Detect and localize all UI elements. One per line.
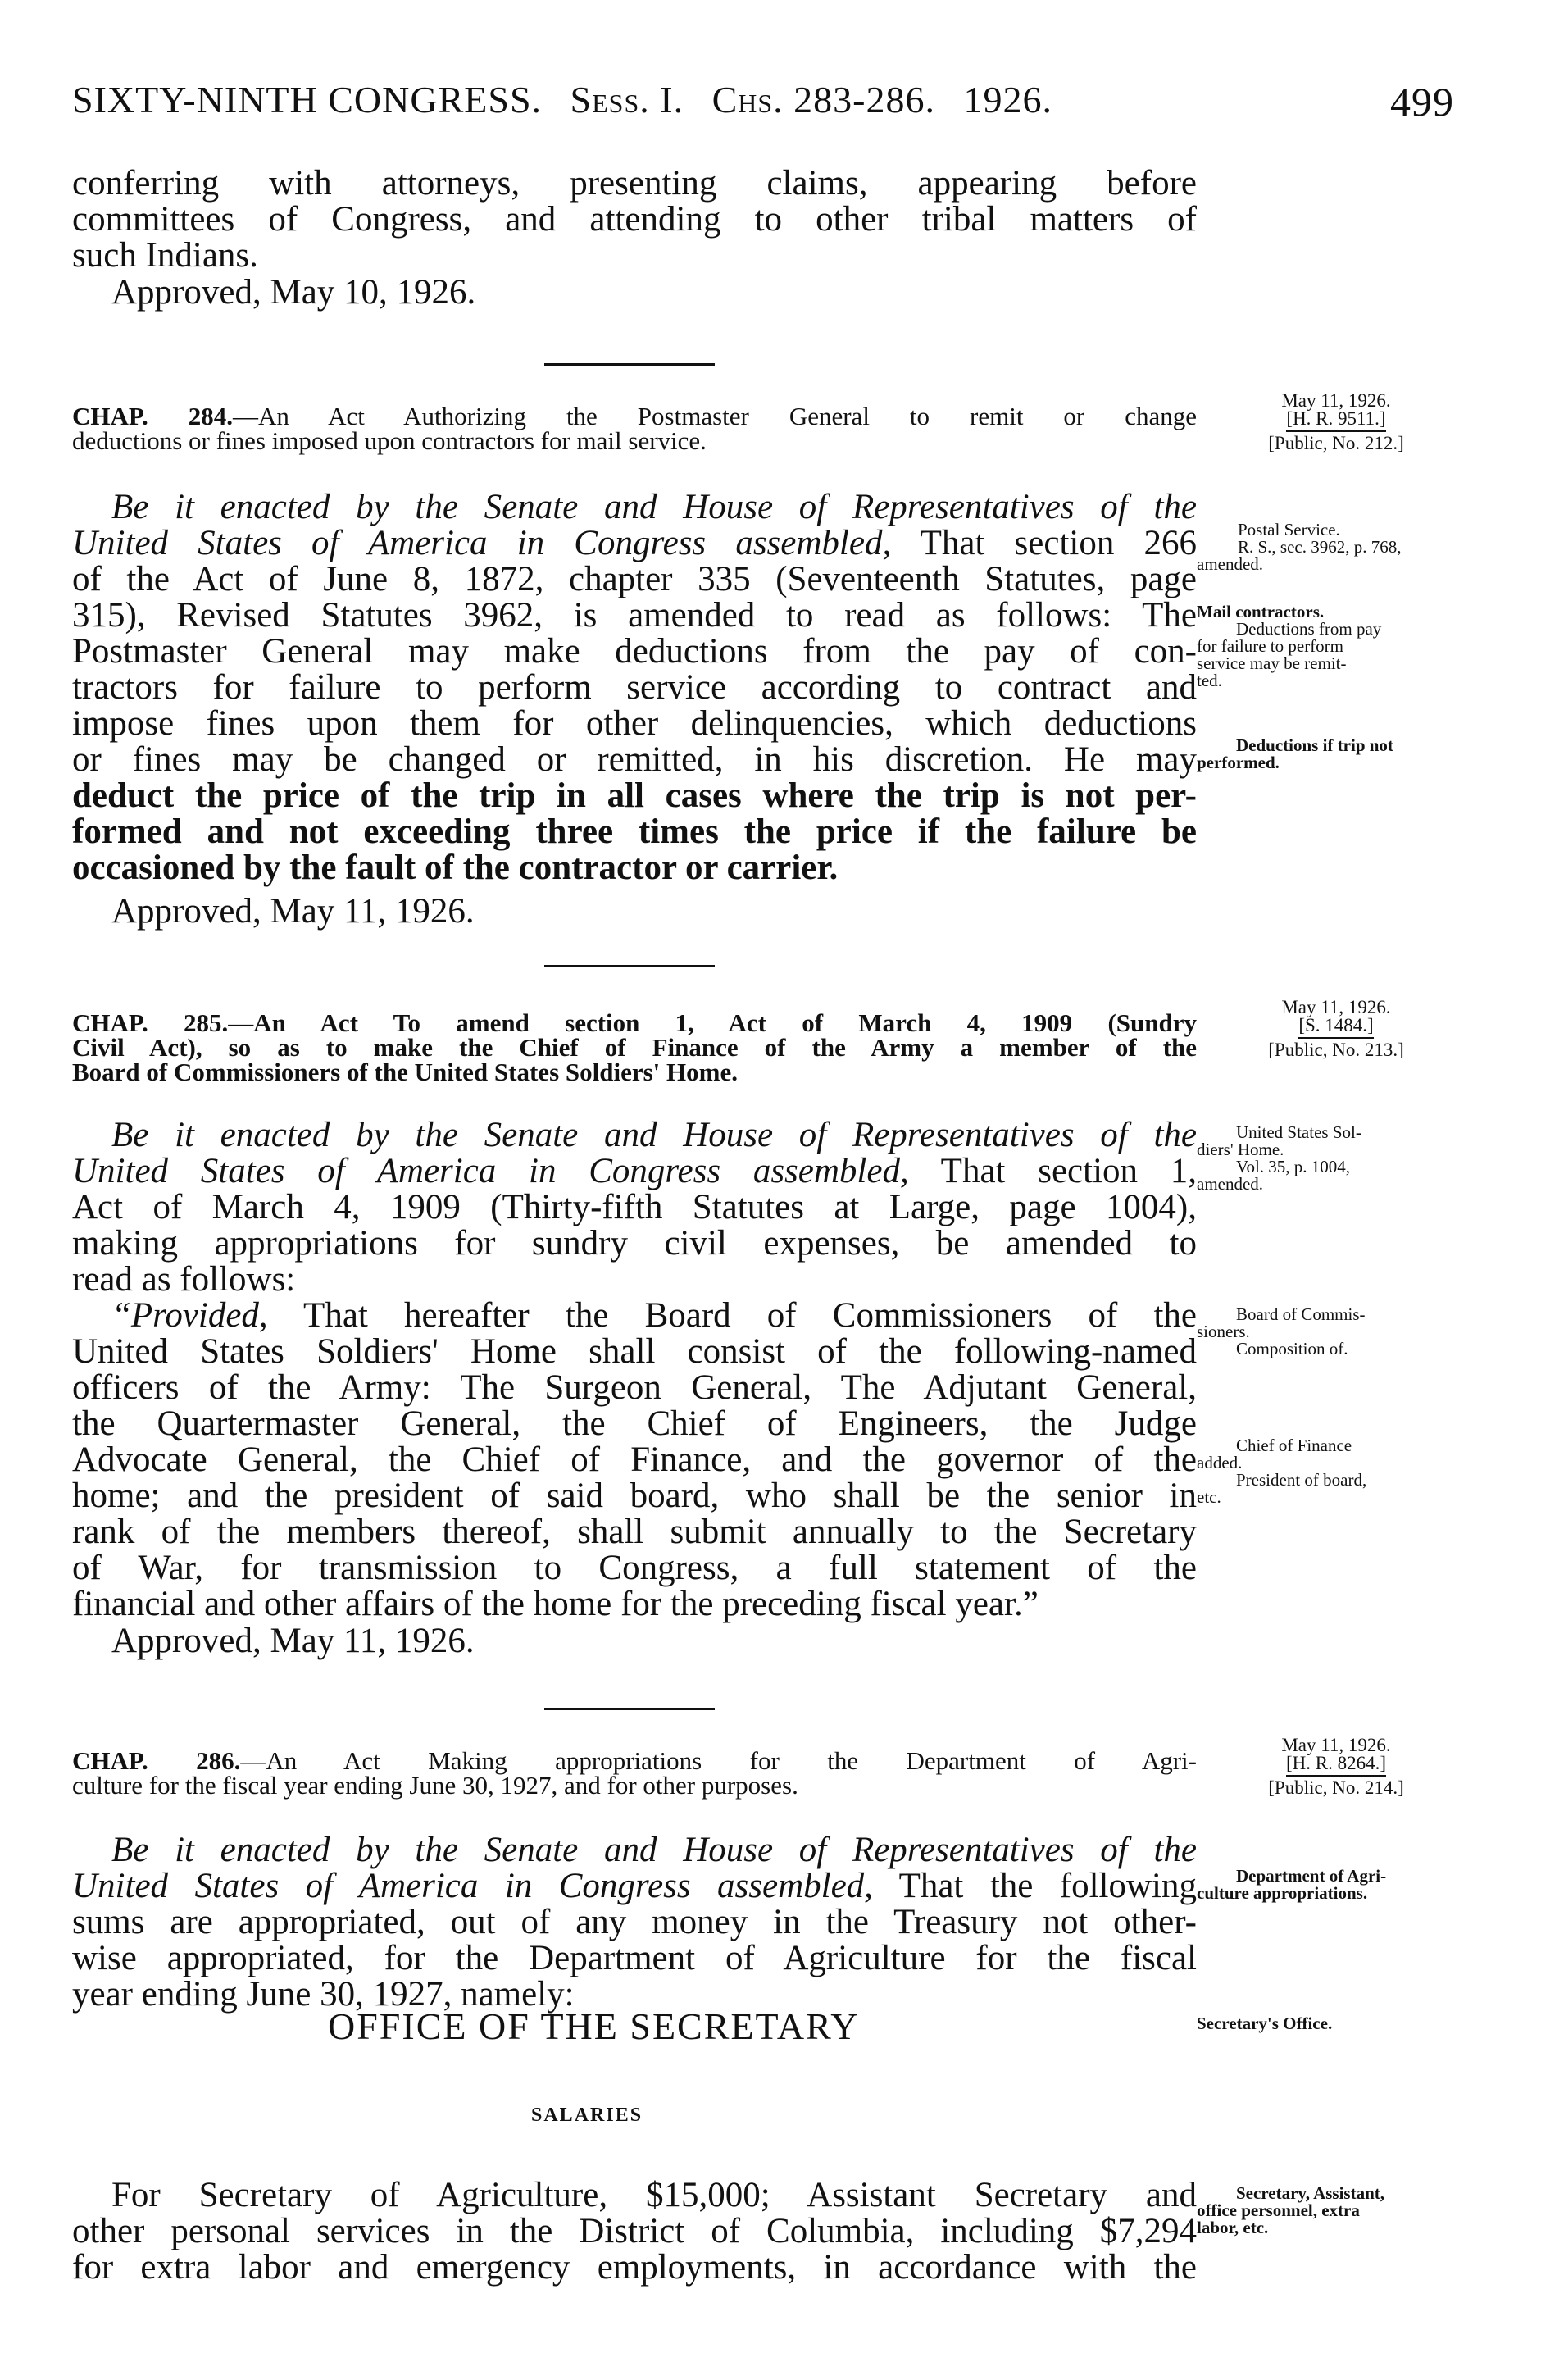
salaries-paragraph bbox=[72, 2177, 1197, 2286]
header-session: Sess. I. bbox=[570, 79, 684, 121]
approved-chap283: Approved, May 10, 1926. bbox=[111, 273, 476, 312]
text-line: other personal services in the District of Columbia, including $7,294 bbox=[72, 2212, 1197, 2250]
page-number: 499 bbox=[1390, 79, 1454, 125]
approved-chap284: Approved, May 11, 1926. bbox=[111, 892, 475, 931]
chap-label: CHAP. 284. bbox=[72, 402, 233, 430]
proviso-word: “Provided, bbox=[111, 1296, 268, 1335]
text-line: Advocate General, the Chief of Finance, and the governor of the bbox=[72, 1440, 1197, 1479]
chap285-body: Be it enacted by the Senate and House of Representatives of the United States of America in Congress assembled, That section 1, Act of March 4, 1909 (Thirty-fifth Statutes at Large, page 1004), making appropriations for sundry civil expenses, be amended to read as follows: “Provided, That hereafter the Board of Commissioners of the United States Soldiers' Home shall consist of the following-named officers of the Army: The Surgeon General, The Adjutant General, the Quartermaster General, the Chief of Engineers, the Judge Advocate General, the Chief of Finance, and the governor of the home; and the president of said board, who shall be the senior in rank of the members thereof, shall submit annually to the Secretary of War, for transmission to Congress, a full statement of the financial and other affairs of the home for the preceding fiscal year.” bbox=[72, 1116, 1197, 1623]
approved-chap285: Approved, May 11, 1926. bbox=[111, 1622, 475, 1660]
chap-title-line: culture for the fiscal year ending June 30, 1927, and for other purposes. bbox=[72, 1771, 798, 1800]
text-line: of War, for transmission to Congress, a full statement of the bbox=[72, 1549, 1197, 1587]
margin-note-salaries: Secretary, Assistant, office personnel, extra labor, etc. bbox=[1197, 2183, 1385, 2237]
margin-note-mail: Mail contractors. Deductions from pay for failure to perform service may be remit- ted. bbox=[1197, 602, 1382, 690]
side-bill: [H. R. 8264.] bbox=[1213, 1754, 1459, 1772]
side-bill: [S. 1484.] bbox=[1213, 1017, 1459, 1035]
side-date: May 11, 1926. bbox=[1281, 390, 1391, 411]
chap-label: CHAP. 285. bbox=[72, 1008, 229, 1037]
chap-title-line: Board of Commissioners of the United States Soldiers' Home. bbox=[72, 1058, 738, 1086]
chap285-side-date bbox=[1213, 999, 1459, 1059]
side-public: [Public, No. 212.] bbox=[1268, 433, 1404, 453]
margin-note-trip: Deductions if trip not performed. bbox=[1197, 735, 1393, 772]
text-line: for extra labor and emergency employments, in accordance with the bbox=[72, 2248, 1197, 2287]
enacting-clause: Be it enacted by the Senate and House of Representatives of the bbox=[111, 1116, 1197, 1154]
divider bbox=[544, 965, 715, 967]
side-public: [Public, No. 213.] bbox=[1268, 1040, 1404, 1060]
text-line: year ending June 30, 1927, namely: bbox=[72, 1975, 575, 2014]
text-line: 315), Revised Statutes 3962, is amended to read as follows: The bbox=[72, 596, 1197, 635]
text-line: wise appropriated, for the Department of Agriculture for the fiscal bbox=[72, 1939, 1197, 1977]
chap-title-line: —An Act Authorizing the Postmaster General to remit or change bbox=[232, 402, 1197, 430]
text-line: home; and the president of said board, who shall be the senior in bbox=[72, 1477, 1197, 1515]
text-line: making appropriations for sundry civil expenses, be amended to bbox=[72, 1224, 1197, 1263]
text-line: Postmaster General may make deductions from the pay of con- bbox=[72, 632, 1197, 671]
margin-note-secretary-office: Secretary's Office. bbox=[1197, 2014, 1333, 2033]
text-line: read as follows: bbox=[72, 1260, 296, 1299]
margin-note-dept: Department of Agri- culture appropriations. bbox=[1197, 1866, 1387, 1903]
text-line: of the Act of June 8, 1872, chapter 335 (Seventeenth Statutes, page bbox=[72, 560, 1197, 598]
side-date: May 11, 1926. bbox=[1281, 997, 1391, 1017]
chap-title-line: —An Act Making appropriations for the Department of Agri- bbox=[240, 1746, 1197, 1775]
side-public: [Public, No. 214.] bbox=[1268, 1777, 1404, 1798]
chap286-title bbox=[72, 1746, 1197, 1800]
text-line: Act of March 4, 1909 (Thirty-fifth Statutes at Large, page 1004), bbox=[72, 1188, 1197, 1226]
side-bill: [H. R. 9511.] bbox=[1213, 410, 1459, 428]
text-line: such Indians. bbox=[72, 236, 258, 275]
text-line: rank of the members thereof, shall submit annually to the Secretary bbox=[72, 1513, 1197, 1551]
enacting-clause: Be it enacted by the Senate and House of Representatives of the bbox=[111, 1831, 1197, 1869]
margin-note-home: United States Sol- diers' Home. Vol. 35, p. 1004, amended. bbox=[1197, 1122, 1361, 1194]
chap-title-line: Civil Act), so as to make the Chief of Finance of the Army a member of the bbox=[72, 1033, 1197, 1062]
chap285-title bbox=[72, 1008, 1197, 1086]
text-line: financial and other affairs of the home for the preceding fiscal year.” bbox=[72, 1585, 1039, 1623]
margin-note-postal: Postal Service. R. S., sec. 3962, p. 768, amended. bbox=[1197, 520, 1402, 574]
enacting-clause: Be it enacted by the Senate and House of Representatives of the bbox=[111, 488, 1197, 526]
sub-heading: SALARIES bbox=[531, 2105, 643, 2126]
text-line: impose fines upon them for other delinquencies, which deductions bbox=[72, 704, 1197, 743]
text-line: or fines may be changed or remitted, in his discretion. He may bbox=[72, 740, 1197, 779]
chap284-side-date bbox=[1213, 392, 1459, 453]
enacting-clause: United States of America in Congress assembled, bbox=[72, 524, 892, 562]
text-line: tractors for failure to perform service according to contract and bbox=[72, 668, 1197, 707]
running-header bbox=[72, 78, 1052, 121]
text-line: occasioned by the fault of the contractor or carrier. bbox=[72, 849, 839, 887]
chap-title-line: deductions or fines imposed upon contractors for mail service. bbox=[72, 426, 707, 455]
side-date: May 11, 1926. bbox=[1281, 1735, 1391, 1755]
text-line: For Secretary of Agriculture, $15,000; Assistant Secretary and bbox=[111, 2176, 1197, 2214]
text-line: committees of Congress, and attending to other tribal matters of bbox=[72, 200, 1197, 239]
text-line: deduct the price of the trip in all cases where the trip is not per- bbox=[72, 776, 1197, 815]
divider bbox=[544, 363, 715, 366]
text-line: formed and not exceeding three times the price if the failure be bbox=[72, 812, 1197, 851]
chap286-side-date bbox=[1213, 1736, 1459, 1797]
enacting-clause: United States of America in Congress assembled, bbox=[72, 1867, 873, 1905]
divider bbox=[544, 1708, 715, 1710]
header-year: 1926. bbox=[963, 79, 1052, 121]
text-line: officers of the Army: The Surgeon General, The Adjutant General, bbox=[72, 1368, 1197, 1407]
header-congress: SIXTY-NINTH CONGRESS. bbox=[72, 79, 543, 121]
chap284-title bbox=[72, 404, 1197, 453]
enacting-clause: United States of America in Congress assembled, bbox=[72, 1152, 909, 1190]
header-chapters: Chs. 283-286. bbox=[711, 79, 935, 121]
margin-note-finance: Chief of Finance added. President of board, etc. bbox=[1197, 1436, 1367, 1507]
text-line: the Quartermaster General, the Chief of Engineers, the Judge bbox=[72, 1404, 1197, 1443]
chap286-body: Be it enacted by the Senate and House of Representatives of the United States of America in Congress assembled, That the following sums are appropriated, out of any money in the Treasury not other- wise appropriated, for the Department of Agriculture for the fiscal year ending June 30, 1927, namely: bbox=[72, 1831, 1197, 2014]
text-line: conferring with attorneys, presenting claims, appearing before bbox=[72, 164, 1197, 203]
text-line: sums are appropriated, out of any money in the Treasury not other- bbox=[72, 1903, 1197, 1941]
text-line: United States Soldiers' Home shall consist of the following-named bbox=[72, 1332, 1197, 1371]
chap-title-line: —An Act To amend section 1, Act of March 4, 1909 (Sundry bbox=[228, 1008, 1197, 1037]
section-heading: OFFICE OF THE SECRETARY bbox=[328, 2005, 860, 2047]
chap-label: CHAP. 286. bbox=[72, 1746, 241, 1775]
intro-paragraph bbox=[72, 166, 1197, 274]
chap284-body: Be it enacted by the Senate and House of Representatives of the United States of America in Congress assembled, That section 266 of the Act of June 8, 1872, chapter 335 (Seventeenth Statutes, page 315), Revised Statutes 3962, is amended to read as follows: The Postmaster General may make deductions from the pay of con- tractors for failure to perform service according to contract and impose fines upon them for other delinquencies, which deductions or fines may be changed or remitted, in his discretion. He may deduct the price of the trip in all cases where the trip is not per- formed and not exceeding three times the price if the failure be occasioned by the fault of the contractor or carrier. bbox=[72, 488, 1197, 887]
margin-note-board: Board of Commis- sioners. Composition of. bbox=[1197, 1304, 1366, 1358]
